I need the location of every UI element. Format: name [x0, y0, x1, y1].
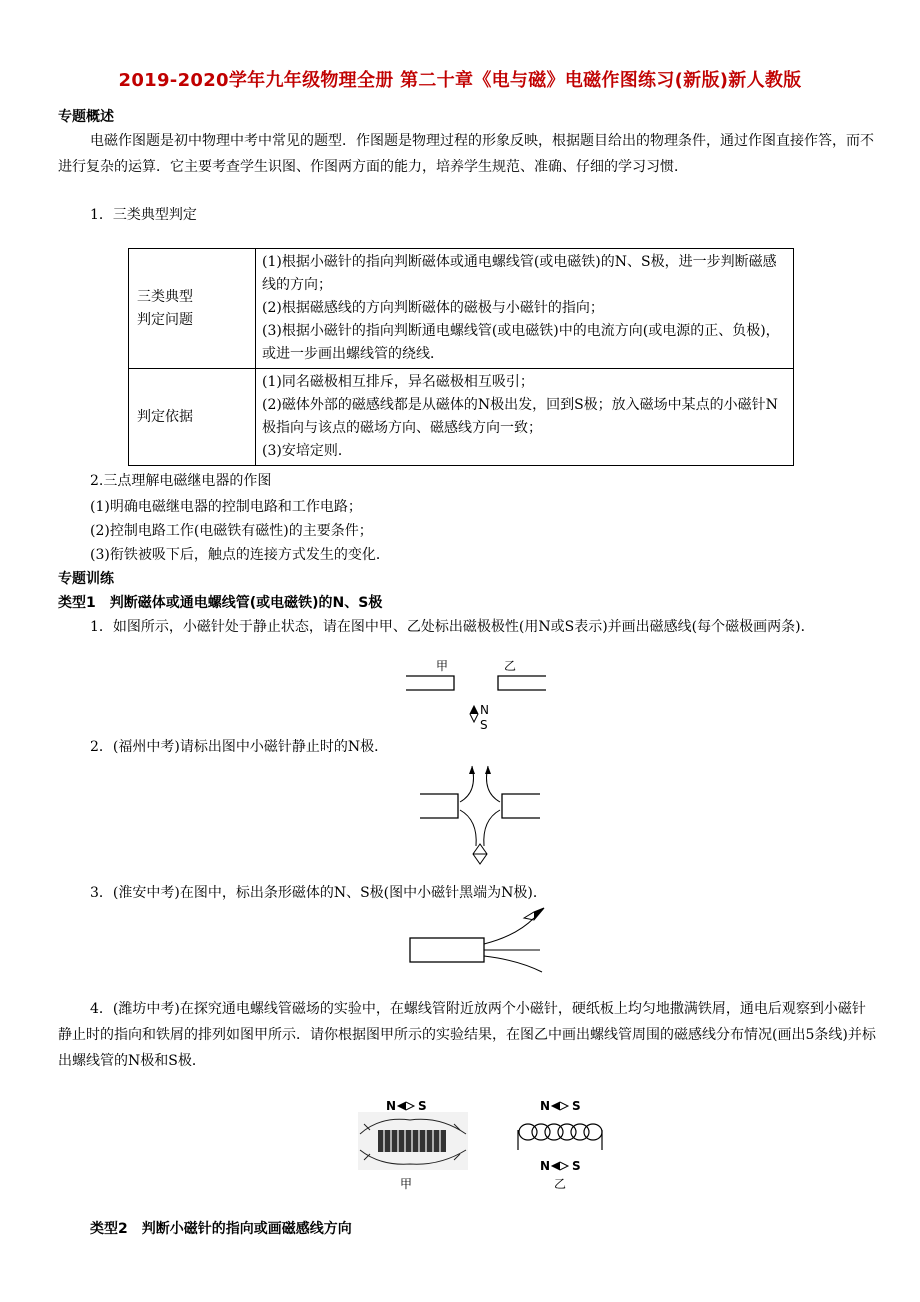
- needle-n-label: N: [386, 1099, 397, 1113]
- magnet-right: [502, 794, 540, 818]
- table-line: (3)安培定则．: [262, 443, 352, 459]
- table-row: [129, 249, 794, 369]
- compass-needle-n: [552, 1102, 560, 1110]
- coil-turns: [519, 1124, 602, 1140]
- table-line: (1)根据小磁针的指向判断磁体或通电螺线管(或电磁铁)的N、S极，进一步判断磁感线的方向；: [262, 254, 777, 293]
- judgement-table: [128, 248, 794, 466]
- overview-heading: 专题概述: [58, 109, 114, 125]
- iron-filings-photo: [358, 1099, 468, 1191]
- relay-item: (1)明确电磁继电器的控制电路和工作电路；: [90, 499, 362, 515]
- needle-s-label: S: [572, 1159, 581, 1173]
- magnet-right: [498, 676, 546, 690]
- label-yi: 乙: [553, 1177, 567, 1191]
- table-line: (2)根据磁感线的方向判断磁体的磁极与小磁针的指向；: [262, 300, 604, 316]
- question-4: 4．(潍坊中考)在探究通电螺线管磁场的实验中，在螺线管附近放两个小磁针，硬纸板上均匀地撒满铁屑，通电后观察到小磁针静止时的指向和铁屑的排列如图甲所示．请你根据图甲所示的实验结果，在图乙中画出螺线管周围的磁感线分布情况(画出5条线)并标出螺线管的N极和S极．: [58, 1001, 876, 1069]
- solenoid-diagram: [518, 1099, 602, 1191]
- field-line: [484, 918, 534, 944]
- field-line: [484, 956, 542, 972]
- compass-needle-n: [398, 1102, 406, 1110]
- label-jia: 甲: [399, 1177, 413, 1191]
- q3-figure: [406, 906, 556, 976]
- subheading-typical: 1．三类典型判定: [90, 207, 197, 223]
- needle-n-label: N: [540, 1099, 551, 1113]
- head-line: 三类典型: [137, 288, 193, 305]
- type2-heading: 类型2 判断小磁针的指向或画磁感线方向: [90, 1221, 352, 1237]
- needle-n-label: N: [480, 703, 489, 717]
- compass-needle-n: [552, 1162, 560, 1170]
- needle-s-label: S: [572, 1099, 581, 1113]
- q1-figure: [400, 656, 560, 736]
- needle-n-label: N: [540, 1159, 551, 1173]
- question-1: 1．如图所示，小磁针处于静止状态，请在图中甲、乙处标出磁极极性(用N或S表示)并画出磁感线(每个磁极画两条)．: [90, 619, 815, 635]
- needle-s-label: S: [418, 1099, 427, 1113]
- head-line: 判定问题: [137, 311, 193, 328]
- overview-paragraph: 电磁作图题是初中物理中考中常见的题型．作图题是物理过程的形象反映，根据题目给出的物理条件，通过作图直接作答，而不进行复杂的运算．它主要考查学生识图、作图两方面的能力，培养学生规范、准确、仔细的学习习惯．: [58, 133, 874, 175]
- magnet-left: [406, 676, 454, 690]
- training-heading: 专题训练: [58, 571, 114, 587]
- page-title: 2019-2020学年九年级物理全册 第二十章《电与磁》电磁作图练习(新版)新人教版: [118, 70, 802, 91]
- field-line: [460, 810, 476, 846]
- relay-heading: 2.三点理解电磁继电器的作图: [90, 473, 272, 489]
- row-head-basis: 判定依据: [129, 369, 256, 466]
- compass-needle-n: [470, 706, 478, 714]
- row-head-typical: [129, 249, 256, 369]
- field-line: [484, 810, 500, 846]
- magnet-left: [420, 794, 458, 818]
- type1-heading: 类型1 判断磁体或通电螺线管(或电磁铁)的N、S极: [58, 595, 383, 611]
- question-2: 2．(福州中考)请标出图中小磁针静止时的N极．: [90, 739, 389, 755]
- needle-s-label: S: [480, 718, 488, 732]
- q2-figure: [410, 762, 550, 872]
- table-line: (2)磁体外部的磁感线都是从磁体的N极出发，回到S极；放入磁场中某点的小磁针N极指向与该点的磁场方向、磁感线方向一致；: [262, 397, 778, 436]
- row-body-typical: [256, 249, 794, 369]
- q4-figure: [350, 1094, 630, 1194]
- question-3: 3．(淮安中考)在图中，标出条形磁体的N、S极(图中小磁针黑端为N极)．: [90, 885, 547, 901]
- relay-item: (2)控制电路工作(电磁铁有磁性)的主要条件；: [90, 523, 373, 539]
- row-body-basis: [256, 369, 794, 466]
- table-row: [129, 369, 794, 466]
- arrow-icon: [485, 766, 491, 774]
- table-line: (3)根据小磁针的指向判断通电螺线管(或电磁铁)中的电流方向(或电源的正、负极)，或进一步画出螺线管的绕线．: [262, 323, 780, 362]
- table-line: (1)同名磁极相互排斥，异名磁极相互吸引；: [262, 374, 534, 390]
- q1-label-yi: 乙: [504, 659, 517, 673]
- relay-item: (3)衔铁被吸下后，触点的连接方式发生的变化．: [90, 547, 390, 563]
- q1-label-jia: 甲: [436, 659, 449, 673]
- bar-magnet: [410, 938, 484, 962]
- arrow-icon: [469, 766, 475, 774]
